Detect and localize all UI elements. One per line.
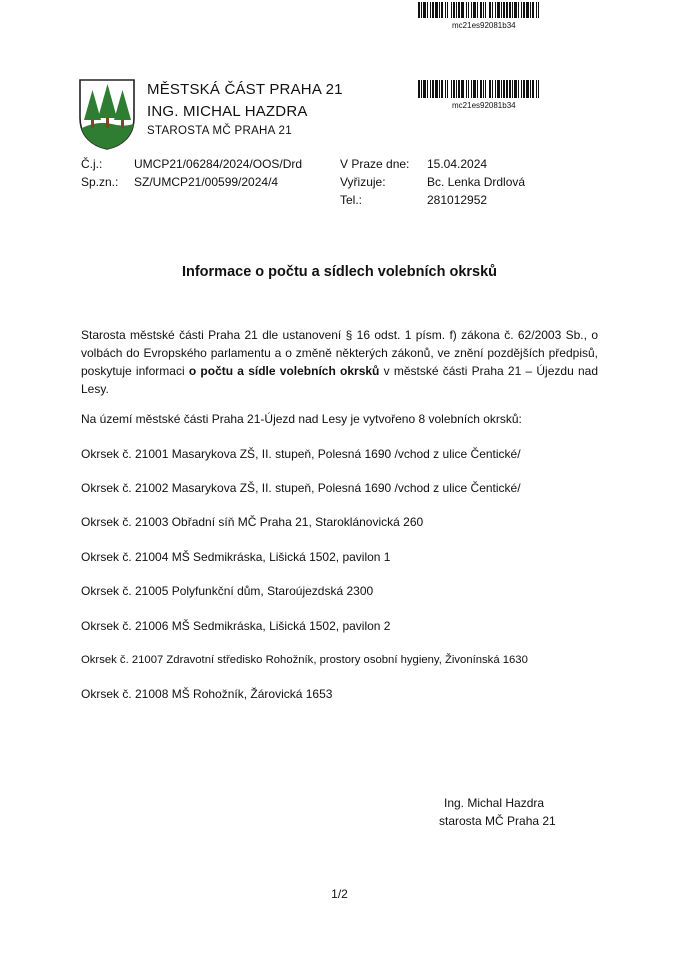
paragraph-bold: o počtu a sídle volebních okrsků xyxy=(188,364,380,378)
barcode-bar xyxy=(489,2,491,18)
date-value: 15.04.2024 xyxy=(427,157,488,171)
cj-label: Č.j.: xyxy=(81,157,103,171)
barcode-bar xyxy=(495,80,496,98)
header-barcode xyxy=(418,80,542,96)
barcode-bar xyxy=(521,80,522,98)
barcode-bar xyxy=(456,80,457,98)
barcode-bar xyxy=(536,80,537,98)
cj-value: UMCP21/06284/2024/OOS/Drd xyxy=(134,157,303,171)
barcode-bar xyxy=(523,80,525,98)
top-barcode xyxy=(418,2,542,18)
barcode-bar xyxy=(509,80,511,98)
barcode-bar xyxy=(435,80,438,98)
barcode-bar xyxy=(526,2,529,18)
handler-value: Bc. Lenka Drdlová xyxy=(427,175,526,189)
barcode-bar xyxy=(451,80,452,98)
barcode-bar xyxy=(458,2,460,18)
mayor-name: ING. MICHAL HAZDRA xyxy=(147,103,308,120)
barcode-bar xyxy=(456,2,457,18)
precinct-item: Okrsek č. 21003 Obřadní síň MČ Praha 21, Staroklánovická 260 xyxy=(81,515,424,529)
barcode-bar xyxy=(447,80,448,98)
handler-label: Vyřizuje: xyxy=(340,175,386,189)
precincts-intro: Na území městské části Praha 21-Újezd nad Lesy je vytvořeno 8 volebních okrsků: xyxy=(81,412,522,426)
barcode-bar xyxy=(468,80,469,98)
barcode-bar xyxy=(427,80,428,98)
precinct-item: Okrsek č. 21006 MŠ Sedmikráska, Lišická 1502, pavilon 2 xyxy=(81,619,391,633)
barcode-bar xyxy=(503,2,505,18)
document-title: Informace o počtu a sídlech volebních okrsků xyxy=(181,264,498,280)
barcode-bar xyxy=(506,2,508,18)
barcode-bar xyxy=(432,2,434,18)
top-barcode-text: mc21es92081b34 xyxy=(452,21,516,30)
barcode-bar xyxy=(453,2,455,18)
barcode-bar xyxy=(421,2,422,18)
barcode-bar xyxy=(477,2,478,18)
barcode-bar xyxy=(497,2,500,18)
barcode-bar xyxy=(536,2,537,18)
barcode-bar xyxy=(532,2,534,18)
barcode-bar xyxy=(418,2,420,18)
barcode-bar xyxy=(461,80,464,98)
tel-label: Tel.: xyxy=(340,193,363,207)
barcode-bar xyxy=(514,2,517,18)
precinct-item: Okrsek č. 21002 Masarykova ZŠ, II. stupeň, Polesná 1690 /vchod z ulice Čentické/ xyxy=(81,481,521,495)
barcode-bar xyxy=(430,80,431,98)
barcode-bar xyxy=(480,80,482,98)
barcode-bar xyxy=(501,2,502,18)
barcode-bar xyxy=(530,80,531,98)
barcode-bar xyxy=(466,80,467,98)
authority-name: MĚSTSKÁ ČÁST PRAHA 21 xyxy=(147,81,343,98)
barcode-bar xyxy=(501,80,502,98)
precinct-item: Okrsek č. 21007 Zdravotní středisko Rohožník, prostory osobní hygieny, Živonínská 1630 xyxy=(81,654,528,666)
barcode-bar xyxy=(514,80,517,98)
barcode-bar xyxy=(503,80,505,98)
barcode-bar xyxy=(521,2,522,18)
date-label: V Praze dne: xyxy=(340,157,410,171)
barcode-bar xyxy=(423,80,426,98)
barcode-bar xyxy=(477,80,478,98)
barcode-bar xyxy=(473,2,476,18)
barcode-bar xyxy=(473,80,476,98)
barcode-bar xyxy=(538,80,539,98)
spzn-value: SZ/UMCP21/00599/2024/4 xyxy=(134,175,279,189)
barcode-bar xyxy=(439,2,440,18)
barcode-bar xyxy=(506,80,508,98)
barcode-bar xyxy=(471,80,472,98)
barcode-bar xyxy=(468,2,469,18)
barcode-bar xyxy=(538,2,539,18)
barcode-bar xyxy=(526,80,529,98)
barcode-bar xyxy=(421,80,422,98)
barcode-bar xyxy=(432,80,434,98)
barcode-bar xyxy=(509,2,511,18)
spzn-label: Sp.zn.: xyxy=(81,175,119,189)
barcode-bar xyxy=(518,2,519,18)
barcode-bar xyxy=(445,2,446,18)
barcode-bar xyxy=(458,80,460,98)
coat-of-arms-icon xyxy=(78,78,136,150)
barcode-bar xyxy=(492,80,493,98)
page-number: 1/2 xyxy=(331,887,348,901)
precinct-item: Okrsek č. 21001 Masarykova ZŠ, II. stupeň, Polesná 1690 /vchod z ulice Čentické/ xyxy=(81,447,521,461)
paragraph-text-1: Starosta městské části Praha 21 dle ustanovení § 16 odst. 1 písm. f) zákona č. 62/2003 Sb., o volbách do Evropského parlamentu a o změně některých zákonů, ve znění pozdějších předpisů, poskytuje informaci xyxy=(81,328,598,378)
barcode-bar xyxy=(530,2,531,18)
precinct-item: Okrsek č. 21008 MŠ Rohožník, Žárovická 1653 xyxy=(81,687,333,701)
barcode-bar xyxy=(423,2,426,18)
barcode-bar xyxy=(451,2,452,18)
barcode-bar xyxy=(512,80,513,98)
barcode-bar xyxy=(471,2,472,18)
intro-paragraph xyxy=(81,326,598,398)
tel-value: 281012952 xyxy=(427,193,488,207)
barcode-bar xyxy=(427,2,428,18)
barcode-bar xyxy=(447,2,448,18)
barcode-bar xyxy=(492,2,493,18)
mayor-role: STAROSTA MČ PRAHA 21 xyxy=(147,125,292,137)
barcode-bar xyxy=(441,2,443,18)
barcode-bar xyxy=(497,80,500,98)
barcode-bar xyxy=(439,80,440,98)
barcode-bar xyxy=(480,2,482,18)
precinct-item: Okrsek č. 21005 Polyfunkční dům, Staroújezdská 2300 xyxy=(81,584,374,598)
barcode-bar xyxy=(495,2,496,18)
barcode-bar xyxy=(466,2,467,18)
barcode-bar xyxy=(485,80,486,98)
signature-role: starosta MČ Praha 21 xyxy=(439,814,556,828)
barcode-bar xyxy=(489,80,491,98)
header-barcode-text: mc21es92081b34 xyxy=(452,101,516,110)
barcode-bar xyxy=(485,2,486,18)
barcode-bar xyxy=(512,2,513,18)
barcode-bar xyxy=(518,80,519,98)
precinct-item: Okrsek č. 21004 MŠ Sedmikráska, Lišická 1502, pavilon 1 xyxy=(81,550,391,564)
barcode-bar xyxy=(461,2,464,18)
barcode-bar xyxy=(430,2,431,18)
barcode-bar xyxy=(441,80,443,98)
signature-name: Ing. Michal Hazdra xyxy=(444,796,545,810)
barcode-bar xyxy=(523,2,525,18)
barcode-bar xyxy=(445,80,446,98)
barcode-bar xyxy=(483,80,484,98)
barcode-bar xyxy=(418,80,420,98)
barcode-bar xyxy=(435,2,438,18)
barcode-bar xyxy=(453,80,455,98)
paragraph-text-2: v městské části Praha 21 – Újezdu nad Lesy. xyxy=(81,364,598,396)
barcode-bar xyxy=(483,2,484,18)
barcode-bar xyxy=(532,80,534,98)
